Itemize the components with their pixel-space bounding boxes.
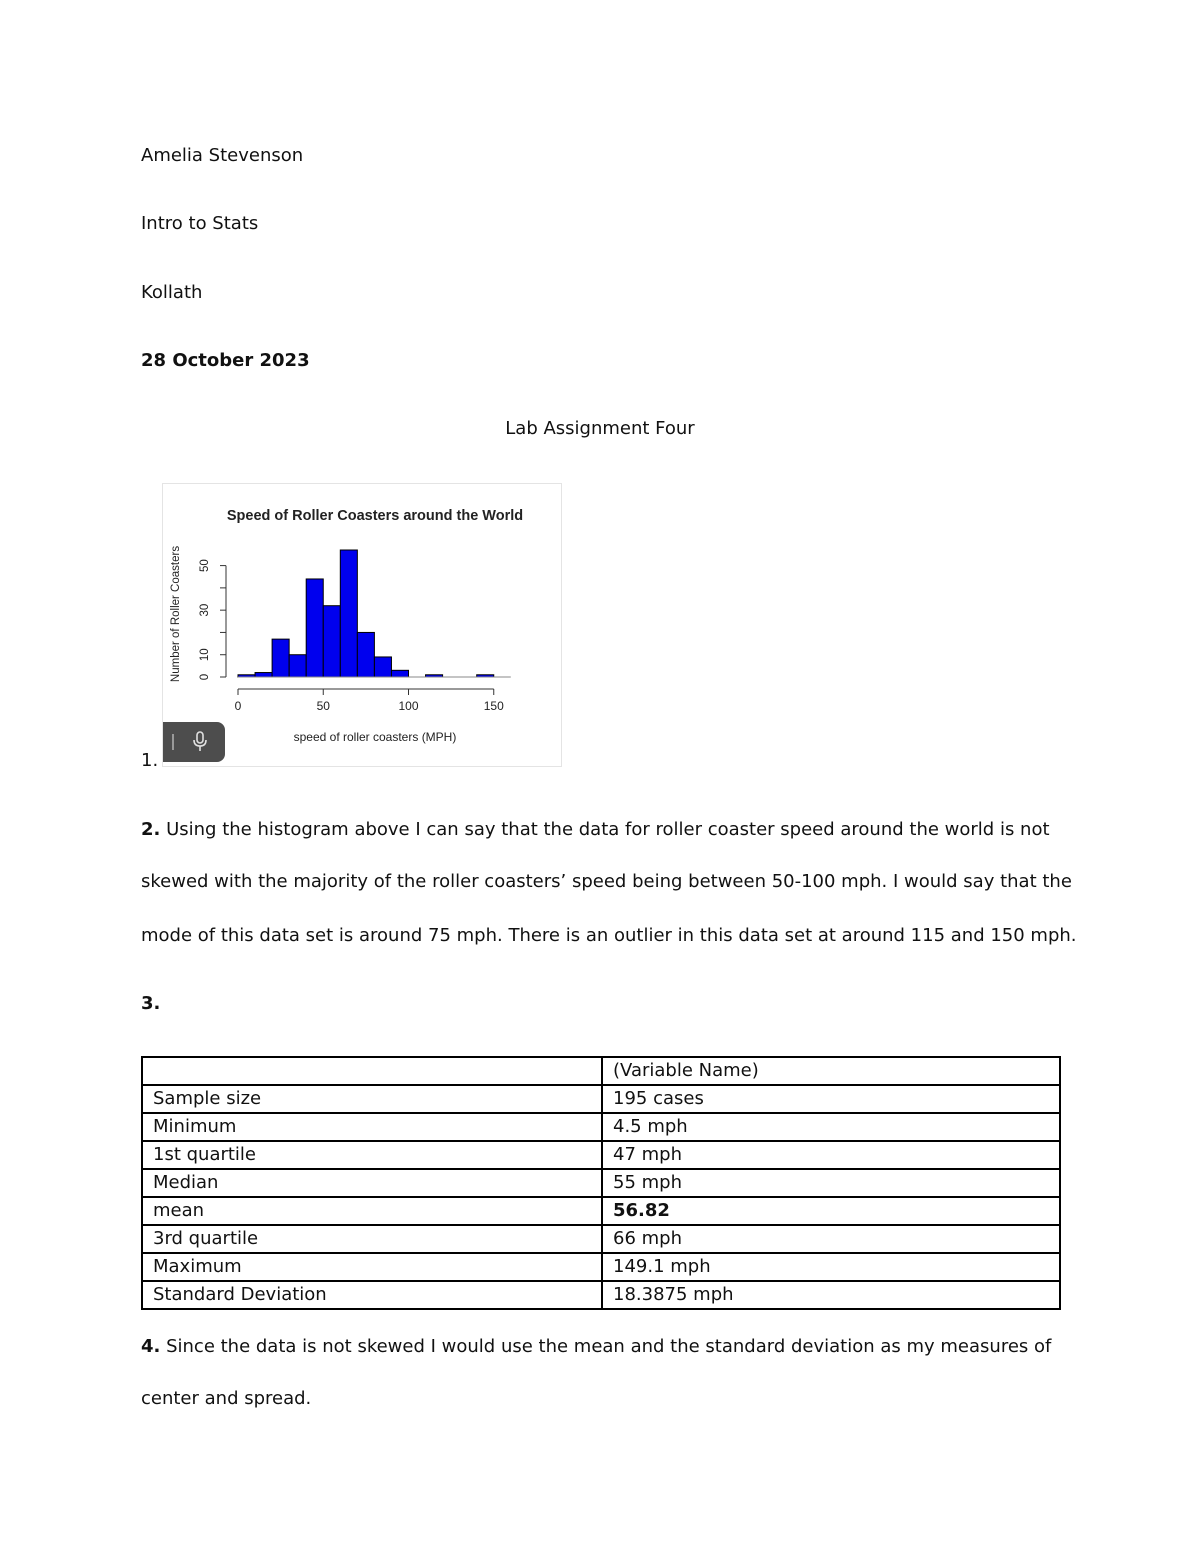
y-tick-label: 50 bbox=[199, 559, 211, 572]
question-1-number: 1. bbox=[141, 750, 159, 771]
microphone-icon bbox=[192, 731, 208, 753]
question-4-number: 4. bbox=[141, 1336, 161, 1357]
table-cell-value: 18.3875 mph bbox=[602, 1281, 1060, 1309]
table-cell-label: Sample size bbox=[142, 1085, 602, 1113]
table-row bbox=[142, 1169, 1060, 1197]
histogram-bar bbox=[306, 579, 323, 677]
table-cell-label: 1st quartile bbox=[142, 1141, 602, 1169]
document-date: 28 October 2023 bbox=[141, 350, 310, 371]
x-tick-label: 0 bbox=[234, 699, 242, 713]
table-cell-label: Standard Deviation bbox=[142, 1281, 602, 1309]
table-cell-label: Maximum bbox=[142, 1253, 602, 1281]
histogram-bar bbox=[340, 550, 357, 677]
histogram-bar bbox=[357, 632, 374, 677]
table-row bbox=[142, 1253, 1060, 1281]
table-header-cell: (Variable Name) bbox=[602, 1057, 1060, 1085]
question-4-line: center and spread. bbox=[141, 1388, 312, 1409]
author-name: Amelia Stevenson bbox=[141, 145, 304, 166]
y-tick-label: 10 bbox=[199, 648, 211, 662]
histogram-bar bbox=[323, 606, 340, 677]
x-tick-label: 150 bbox=[483, 699, 504, 713]
table-cell-value: 47 mph bbox=[602, 1141, 1060, 1169]
question-2-text bbox=[141, 819, 1081, 840]
table-header-cell bbox=[142, 1057, 602, 1085]
table-row bbox=[142, 1141, 1060, 1169]
table-row bbox=[142, 1085, 1060, 1113]
instructor-name: Kollath bbox=[141, 282, 203, 303]
table-row bbox=[142, 1281, 1060, 1309]
question-2-number: 2. bbox=[141, 819, 161, 840]
chart-title: Speed of Roller Coasters around the World bbox=[226, 508, 524, 524]
histogram-bar bbox=[255, 673, 272, 677]
table-cell-label: 3rd quartile bbox=[142, 1225, 602, 1253]
question-2-line: skewed with the majority of the roller coasters’ speed being between 50-100 mph. I would say that the bbox=[141, 871, 1072, 892]
table-cell-value: 56.82 bbox=[602, 1197, 1060, 1225]
x-tick-label: 100 bbox=[398, 699, 419, 713]
histogram-figure bbox=[162, 483, 562, 767]
table-cell-label: Minimum bbox=[142, 1113, 602, 1141]
table-row bbox=[142, 1225, 1060, 1253]
table-cell-value: 149.1 mph bbox=[602, 1253, 1060, 1281]
chart-xlabel: speed of roller coasters (MPH) bbox=[293, 730, 457, 744]
question-4-text bbox=[141, 1336, 1081, 1357]
question-2-line: mode of this data set is around 75 mph. There is an outlier in this data set at around 115 and 150 mph. bbox=[141, 925, 1077, 946]
document-title: Lab Assignment Four bbox=[505, 418, 695, 439]
voice-input-button[interactable] bbox=[163, 722, 225, 762]
question-4-line: Since the data is not skewed I would use the mean and the standard deviation as my measures of bbox=[160, 1336, 1052, 1357]
table-cell-label: Median bbox=[142, 1169, 602, 1197]
histogram-bar bbox=[272, 639, 289, 677]
table-cell-label: mean bbox=[142, 1197, 602, 1225]
table-cell-value: 4.5 mph bbox=[602, 1113, 1060, 1141]
table-row bbox=[142, 1113, 1060, 1141]
x-tick-label: 50 bbox=[316, 699, 330, 713]
chart-ylabel: Number of Roller Coasters bbox=[170, 545, 182, 683]
y-tick-label: 0 bbox=[199, 673, 211, 681]
table-cell-value: 195 cases bbox=[602, 1085, 1060, 1113]
separator bbox=[172, 734, 174, 750]
table-cell-value: 66 mph bbox=[602, 1225, 1060, 1253]
course-name: Intro to Stats bbox=[141, 213, 259, 234]
question-3-number: 3. bbox=[141, 993, 161, 1014]
question-2-line: Using the histogram above I can say that the data for roller coaster speed around the world is not bbox=[160, 819, 1050, 840]
histogram-bar bbox=[374, 657, 391, 677]
table-row bbox=[142, 1197, 1060, 1225]
table-cell-value: 55 mph bbox=[602, 1169, 1060, 1197]
histogram-bar bbox=[289, 655, 306, 677]
summary-statistics-table bbox=[141, 1056, 1061, 1310]
histogram-bar bbox=[391, 670, 408, 677]
table-header-row bbox=[142, 1057, 1060, 1085]
y-tick-label: 30 bbox=[199, 603, 211, 617]
